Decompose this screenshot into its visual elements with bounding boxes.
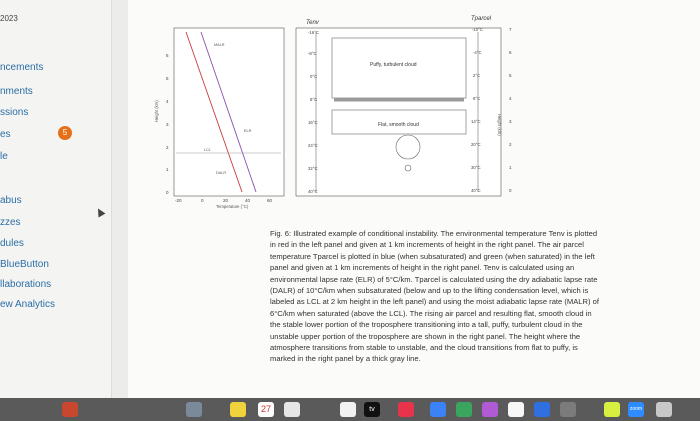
t-parcel-row-3: 14°C xyxy=(471,119,481,124)
app-icon[interactable] xyxy=(456,402,472,417)
nav-announcements[interactable]: ncements xyxy=(0,62,44,73)
nav-discussions[interactable]: ssions xyxy=(0,107,29,118)
tv-icon[interactable]: tv xyxy=(364,402,380,417)
right-ytick-2: 2 xyxy=(509,142,512,147)
right-ytick-3: 3 xyxy=(509,119,512,124)
music-icon[interactable] xyxy=(340,402,356,417)
right-ytick-7: 7 xyxy=(509,27,512,32)
t-parcel-row-6: -4°C xyxy=(473,50,482,55)
figure-caption xyxy=(270,228,666,365)
left-xtick-2: 20 xyxy=(223,198,229,203)
flat-cloud-label: Flat, smooth cloud xyxy=(378,122,419,128)
t-env-row-4: 8°C xyxy=(310,97,318,102)
nav-assignments[interactable]: nments xyxy=(0,86,33,97)
left-ytick-1: 1 xyxy=(166,167,169,172)
caption-line: (DALR) of 10°C/km when subsaturated (below and up to the lifting condensation level, which is xyxy=(270,286,589,296)
nav-modules[interactable]: dules xyxy=(0,238,24,249)
left-panel xyxy=(154,28,284,209)
t-parcel-row-4: 8°C xyxy=(473,96,481,101)
sidebar-year: 2023 xyxy=(0,14,18,23)
app-icon[interactable] xyxy=(62,402,78,417)
caption-line: 6°C/km when saturated (above the LCL). The rising air parcel and resulting flat, smooth cloud in xyxy=(270,308,592,318)
right-ytick-0: 0 xyxy=(509,188,512,193)
t-parcel-row-1: 30°C xyxy=(471,165,481,170)
nav-new-analytics[interactable]: ew Analytics xyxy=(0,299,56,310)
unread-count-badge: 5 xyxy=(58,126,72,140)
left-xtick-3: 40 xyxy=(245,198,251,203)
left-xtick-1: 0 xyxy=(201,198,204,203)
caption-line: labeled as LCL at 2 km height in the left panel) and using the moist adiabatic lapse rate (MALR) of xyxy=(270,297,599,307)
right-panel xyxy=(296,16,512,196)
caption-line: in red in the left panel and given at 1 km increments of height in the right panel. The air parcel xyxy=(270,240,584,250)
t-parcel-header: Tparcel xyxy=(471,16,492,22)
stability-transition-line xyxy=(334,98,464,102)
app-icon[interactable] xyxy=(508,402,524,417)
zoom-icon[interactable]: zoom xyxy=(628,402,644,417)
left-ylabel: Height (km) xyxy=(154,100,159,122)
left-ytick-6: 6 xyxy=(166,53,169,58)
left-xtick-4: 60 xyxy=(267,198,273,203)
t-parcel-row-7: -10°C xyxy=(472,27,484,32)
puffy-cloud-label: Puffy, turbulent cloud xyxy=(370,62,417,68)
notes-icon[interactable] xyxy=(230,402,246,417)
app-icon[interactable] xyxy=(656,402,672,417)
right-ylabel: Height (km) xyxy=(497,114,502,136)
left-ytick-0: 0 xyxy=(166,190,169,195)
caption-line: marked in the right panel by a thick gray line. xyxy=(270,354,421,364)
nav-syllabus[interactable]: abus xyxy=(0,195,22,206)
t-env-row-7: -16°C xyxy=(308,30,320,35)
air-parcel-small xyxy=(405,165,411,171)
t-env-row-2: 24°C xyxy=(308,143,318,148)
course-sidebar xyxy=(0,0,112,398)
t-parcel-row-5: 2°C xyxy=(473,73,481,78)
malr-label: MALR xyxy=(214,43,225,47)
conditional-instability-figure xyxy=(146,2,546,212)
right-ytick-6: 6 xyxy=(509,50,512,55)
lcl-label: LCL xyxy=(204,148,211,152)
app-store-icon[interactable] xyxy=(534,402,550,417)
app-icon[interactable] xyxy=(604,402,620,417)
nav-bluebutton[interactable]: BlueButton xyxy=(0,259,49,270)
caption-line: unstable upper portion of the troposphere are shown in the right panel. The height where the xyxy=(270,331,581,341)
t-env-row-3: 16°C xyxy=(308,120,318,125)
podcasts-icon[interactable] xyxy=(482,402,498,417)
nav-quizzes[interactable]: zzes xyxy=(0,217,21,228)
right-ytick-5: 5 xyxy=(509,73,512,78)
left-ytick-2: 2 xyxy=(166,145,169,150)
left-ytick-5: 5 xyxy=(166,76,169,81)
settings-icon[interactable] xyxy=(560,402,576,417)
right-ytick-1: 1 xyxy=(509,165,512,170)
t-env-row-5: 0°C xyxy=(310,74,318,79)
nav-collaborations[interactable]: llaborations xyxy=(0,279,52,290)
nav-people[interactable]: le xyxy=(0,151,8,162)
t-parcel-row-0: 40°C xyxy=(471,188,481,193)
caption-line: panel and given at 1 km increments of height in the right panel. Tenv is calculated using an xyxy=(270,263,575,273)
app-icon[interactable] xyxy=(186,402,202,417)
t-env-row-1: 32°C xyxy=(308,166,318,171)
t-env-row-6: -8°C xyxy=(308,51,317,56)
document-page xyxy=(128,0,700,398)
air-parcel-large xyxy=(396,135,420,159)
app-icon[interactable] xyxy=(430,402,446,417)
left-xlabel: Temperature (°C) xyxy=(216,204,249,209)
t-env-header: Tenv xyxy=(306,20,319,26)
left-xtick-0: -20 xyxy=(175,198,182,203)
caption-line: atmosphere transitions from stable to unstable, and the cloud transitions from flat to puffy, is xyxy=(270,343,578,353)
dalr-label: DALR xyxy=(216,171,227,175)
t-env-row-0: 40°C xyxy=(308,189,318,194)
t-parcel-row-2: 20°C xyxy=(471,142,481,147)
caption-line: temperature Tparcel is plotted in blue (when subsaturated) and green (when saturated) in the left xyxy=(270,251,595,261)
calendar-icon[interactable]: 27 xyxy=(258,402,274,417)
caption-line: environmental lapse rate (ELR) of 5°C/km. Tparcel is calculated using the dry adiabatic lapse rate xyxy=(270,274,598,284)
nav-grades[interactable]: es xyxy=(0,129,11,140)
right-ytick-4: 4 xyxy=(509,96,512,101)
left-ytick-4: 4 xyxy=(166,99,169,104)
caption-line: Fig. 6: Illustrated example of conditional instability. The environmental temperature Tenv is plotted xyxy=(270,229,598,238)
elr-label: ELR xyxy=(244,129,252,133)
reminders-icon[interactable] xyxy=(284,402,300,417)
caption-line: the stable lower portion of the troposphere transitioning into a tall, puffy, turbulent cloud in the xyxy=(270,320,583,330)
puffy-cloud xyxy=(332,38,466,98)
news-icon[interactable] xyxy=(398,402,414,417)
left-ytick-3: 3 xyxy=(166,122,169,127)
